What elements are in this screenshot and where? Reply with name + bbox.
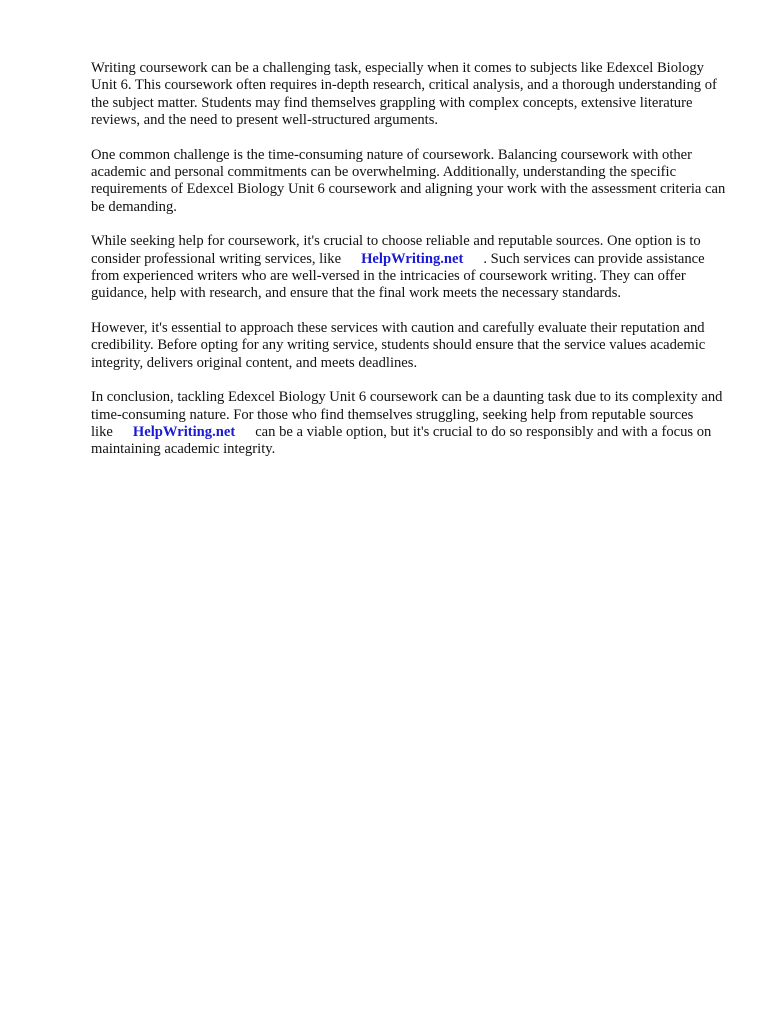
paragraph-text-before-link: While seeking help for coursework, it's crucial to choose reliable and reputable sources. One option is to consider professional writing services, like xyxy=(91,233,701,267)
paragraph-intro xyxy=(91,60,731,130)
helpwriting-link[interactable]: HelpWriting.net xyxy=(132,423,236,440)
paragraph-text-after-link: . Such services can provide assistance from experienced writers who are well-versed in the intricacies of coursework writing. They can offer guidance, help with research, and ensure that the final work meets the necessary standards. xyxy=(91,250,705,302)
paragraph-text: One common challenge is the time-consuming nature of coursework. Balancing coursework with other academic and personal commitments can be overwhelming. Additionally, understanding the specific requirements of Edexcel Biology Unit 6 coursework and aligning your work with the assessment criteria can be demanding. xyxy=(91,146,726,215)
paragraph-challenge xyxy=(91,147,731,217)
paragraph-caution xyxy=(91,320,731,372)
paragraph-help xyxy=(91,233,731,303)
paragraph-text: Writing coursework can be a challenging task, especially when it comes to subjects like Edexcel Biology Unit 6. This coursework often requires in-depth research, critical analysis, and a thorough understanding of the subject matter. Students may find themselves grappling with complex concepts, extensive literature reviews, and the need to present well-structured arguments. xyxy=(91,60,717,129)
paragraph-text: However, it's essential to approach these services with caution and carefully evaluate their reputation and credibility. Before opting for any writing service, students should ensure that the service values academic integrity, delivers original content, and meets deadlines. xyxy=(91,319,706,371)
paragraph-text-after-link: can be a viable option, but it's crucial to do so responsibly and with a focus on maintaining academic integrity. xyxy=(91,423,712,458)
helpwriting-link[interactable]: HelpWriting.net xyxy=(361,250,464,267)
paragraph-text-before-link: In conclusion, tackling Edexcel Biology Unit 6 coursework can be a daunting task due to its complexity and time-consuming nature. For those who find themselves struggling, seeking help from reputable sources like xyxy=(91,389,723,440)
document-page xyxy=(91,60,731,476)
paragraph-conclusion xyxy=(91,389,731,459)
